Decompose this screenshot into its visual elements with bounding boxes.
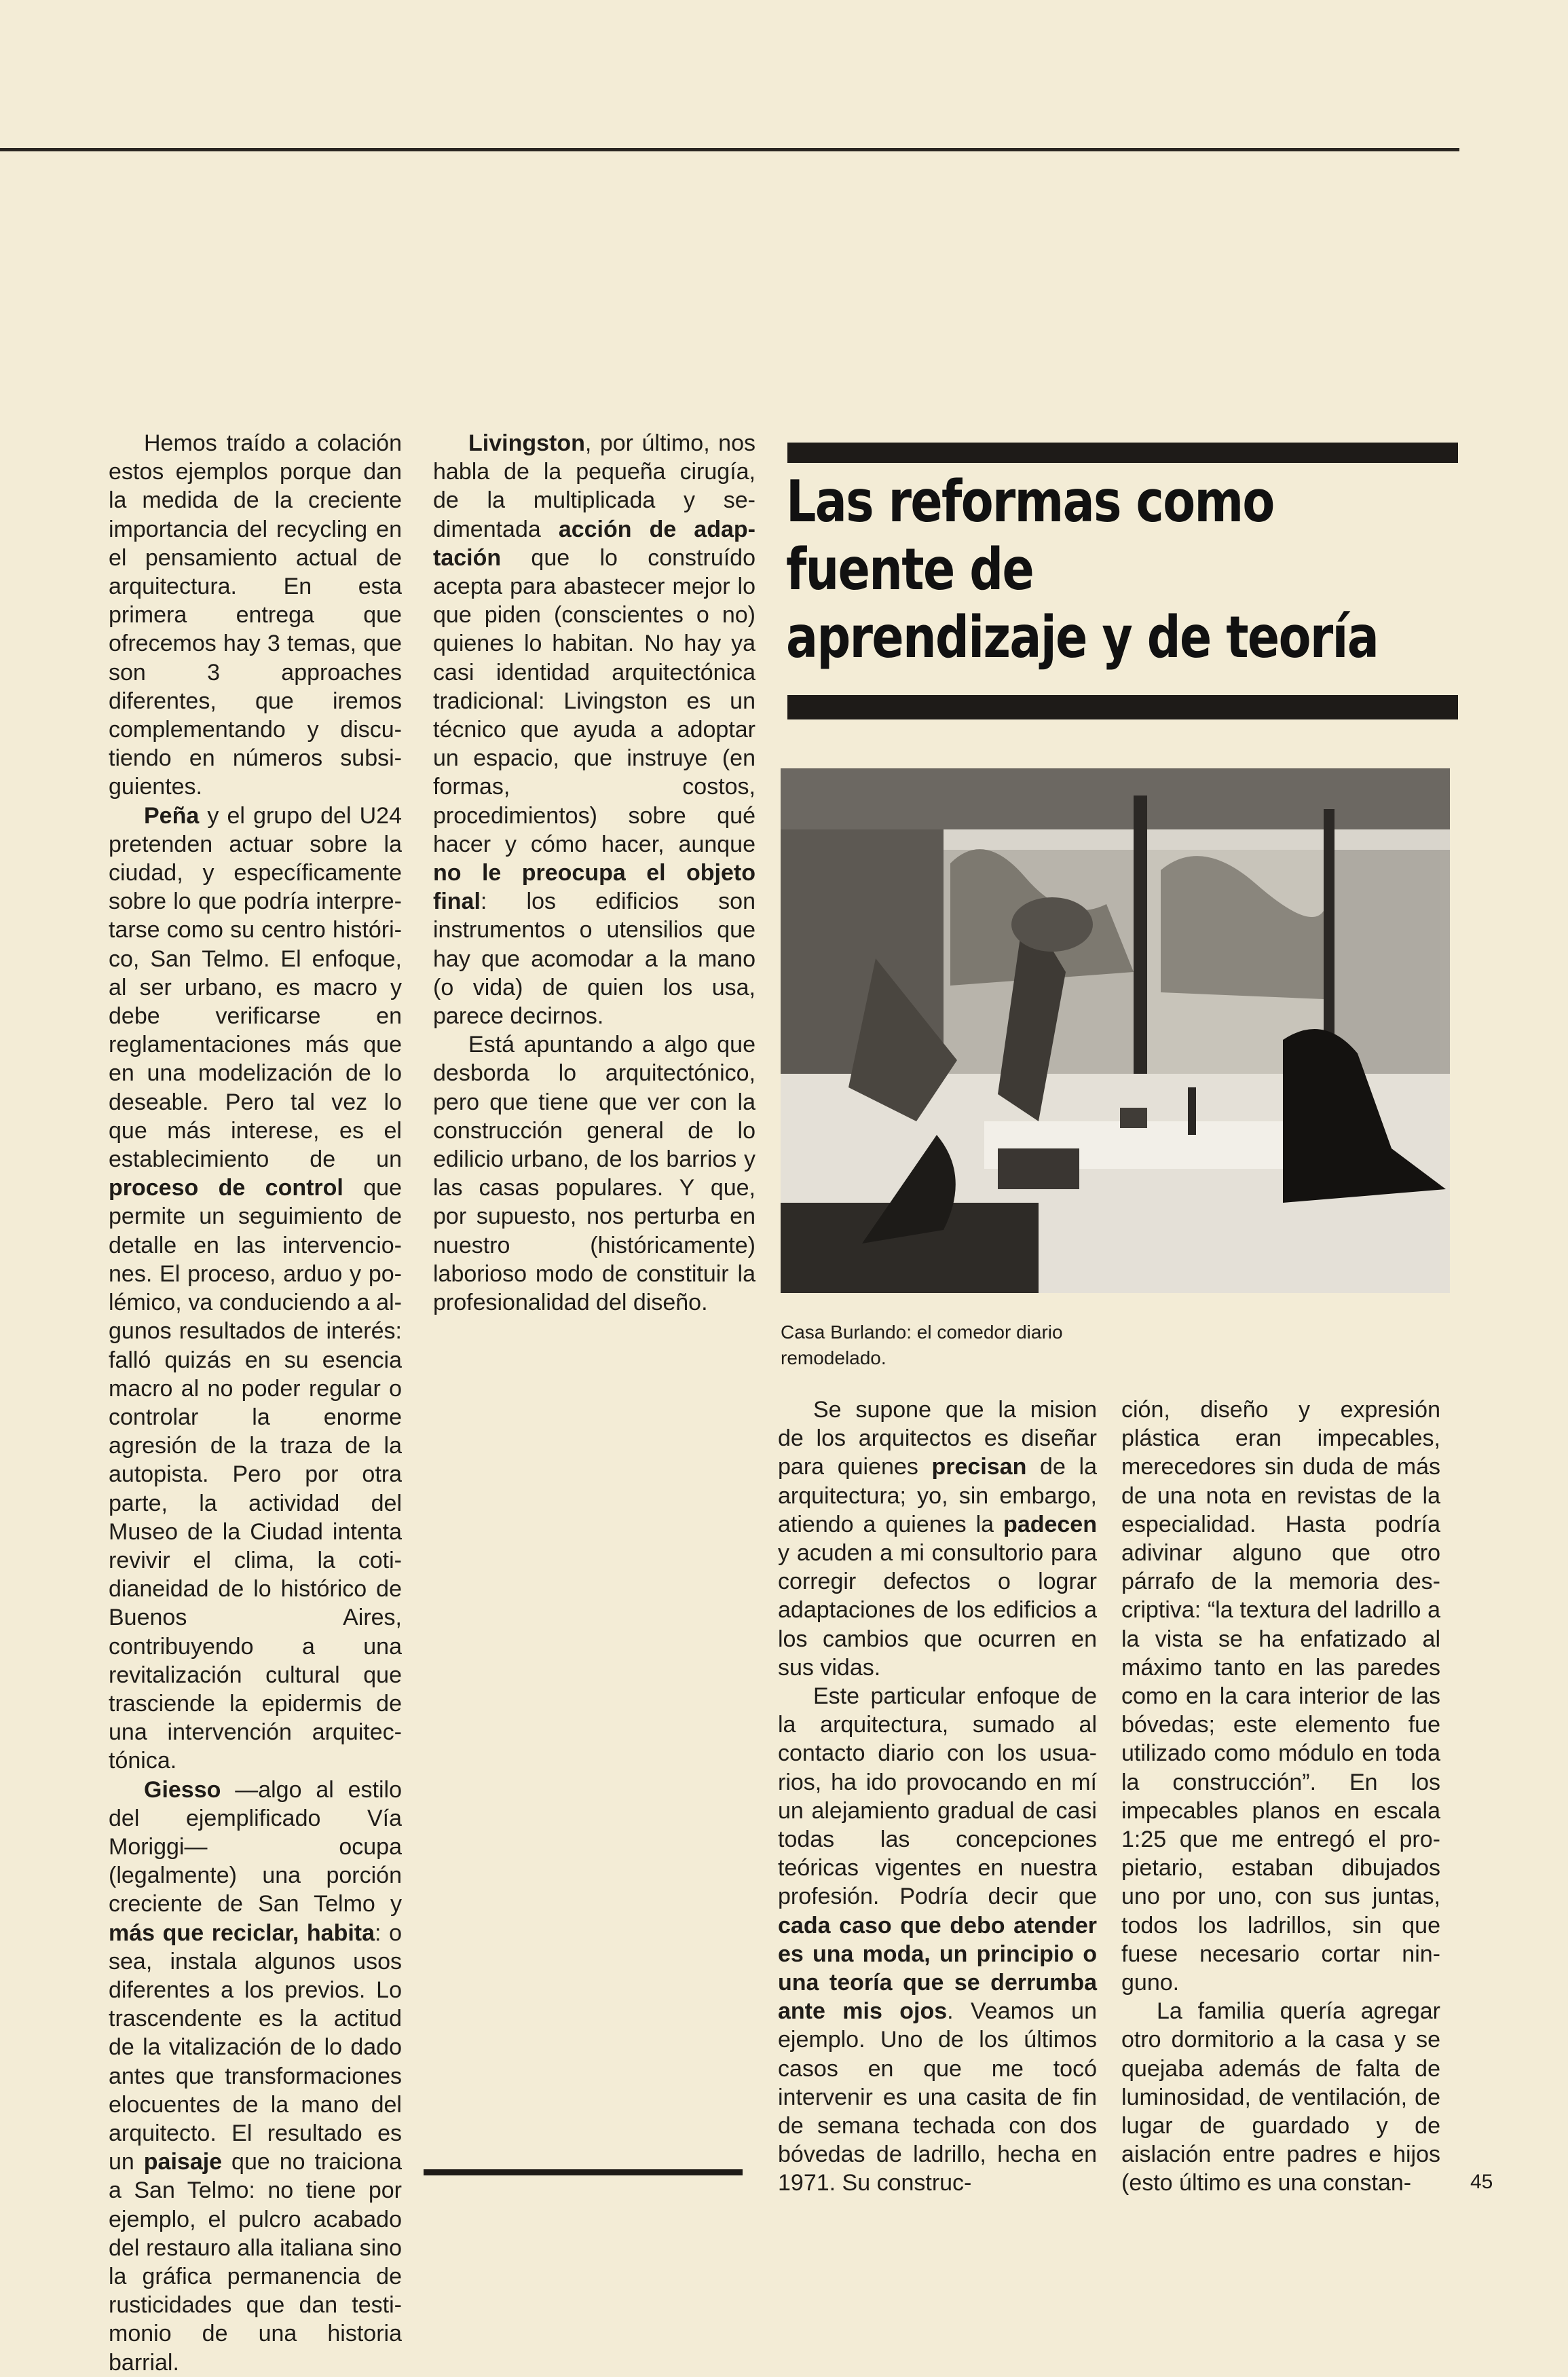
col4-paragraph-1: ción, diseño y expresión plástica eran impecables, merecedores sin duda de más de una nota en revistas de la especialidad. Hasta podría adivinar alguno que otro párrafo de la memoria descriptiva: “la textura del ladrillo a la vista se ha enfatizado al máximo tanto en las paredes como en la cara interior de las bóvedas; este elemento fue utilizado como módulo en toda la construcción”. En los impecables planos en escala 1:25 que me entregó el propietario, estaban dibujados uno por uno, con sus juntas, todos los ladrillos, sin que fuese necesario cortar ninguno.: [1121, 1397, 1440, 1996]
column-2: [433, 429, 755, 1317]
col3-paragraph-2: [778, 1682, 1097, 2198]
col1-p3-text-b: : o sea, instala algunos usos diferentes a los previos. Lo trascendente es la actitud de la vitalización de lo dado antes que transformaciones elocuentes de la mano del arquitecto. El resultado es un: [109, 1920, 402, 2175]
dining-room-photo: [781, 768, 1450, 1293]
photo-caption: Casa Burlando: el comedor diario remodelado.: [781, 1322, 1063, 1368]
col1-p3-text-c: que no traiciona a San Telmo: no tiene por ejemplo, el pulcro acabado del restauro alla italiana sino la gráfica permanencia de rusticidades que dan testimonio de una historia barrial.: [109, 2149, 403, 2376]
column-4: [1121, 1396, 1440, 2198]
headline-line-2: fuente de: [786, 536, 1034, 603]
col2-p1-text-b: que lo construído acepta para abastecer mejor lo que piden (conscientes o no) quienes lo habitan. No hay ya casi identidad arquitectónica tradicional: Livingston es un técnico que ayuda a adoptar un espacio, que instruye (en formas, costos, procedimientos) sobre qué hacer y cómo hacer, aunque: [433, 544, 755, 857]
headline-line-1: Las reformas como: [786, 468, 1274, 536]
bold-paisaje: paisaje: [143, 2149, 223, 2175]
bold-precisan: precisan: [931, 1454, 1027, 1480]
column-3: [778, 1396, 1097, 2198]
headline: [786, 468, 1379, 672]
col1-p2-text-a: y el grupo del U24 pretenden actuar sobre la ciudad, y específicamente sobre lo que podría interpretarse como su centro histórico, San Telmo. El enfoque, al ser urbano, es macro y debe verificarse en reglamentaciones más que en una modelización de lo deseable. Pero tal vez lo que más interese, es el establecimiento de un: [109, 802, 402, 1173]
col1-p3-text-a: —algo al estilo del ejemplificado Vía Moriggi— ocupa (legalmente) una porción creciente de San Telmo y: [109, 1776, 402, 1917]
page-number: 45: [1470, 2171, 1493, 2193]
column-1: [109, 429, 402, 2377]
col2-paragraph-2: Está apuntando a algo que desborda lo arquitectónico, pero que tiene que ver con la construcción general de lo edilicio urbano, de los barrios y las casas populares. Y que, por supuesto, nos perturba en nuestro (históricamente) laborioso modo de constituir la profesionalidad del diseño.: [433, 1032, 755, 1316]
col1-paragraph-2: [109, 802, 402, 1776]
col2-paragraph-1: [433, 429, 755, 1030]
bold-cada-caso: cada caso que debo atender es una moda, un principio o una teoría que se derrumba ante mis ojos: [778, 1912, 1097, 2025]
col3-p1-text-a: Se supone que la mision de los arquitectos es diseñar para quienes: [778, 1397, 1097, 1480]
bold-proceso-control: proceso de control: [109, 1175, 343, 1201]
bold-padecen: padecen: [1003, 1511, 1097, 1537]
headline-line-3: aprendizaje y de teoría: [786, 604, 1379, 671]
col2-p1-text-c: : los edificios son instrumentos o utensilios que hay que acomodar a la mano (o vida) de quien los usa, parece decirnos.: [433, 888, 755, 1030]
col1-paragraph-1: Hemos traído a colación estos ejemplos porque dan la medida de la creciente importancia del recycling en el pensamiento actual de arquitectura. En esta primera entrega que ofrecemos hay 3 temas, que son 3 approaches diferentes, que iremos complementando y discutiendo en números subsiguientes.: [109, 430, 402, 800]
col3-p1-text-b: de la arquitectura; yo, sin embargo, atiendo a quienes la: [778, 1454, 1097, 1537]
col1-p2-text-b: que permite un seguimiento de detalle en las intervenciones. El proceso, arduo y polémico, va conduciendo a algunos resultados de interés: falló quizás en su esencia macro al no poder regular o controlar la enorme agresión de la traza de la autopista. Pero por otra parte, la actividad del Museo de la Ciudad intenta revivir el clima, la cotidianeidad de lo histórico de Buenos Aires, contribuyendo a una revitalización cultural que trasciende la epidermis de una intervención arquitectónica.: [109, 1175, 402, 1774]
name-giesso: Giesso: [144, 1776, 221, 1803]
top-rule: [0, 148, 1459, 151]
column-2-end-rule: [424, 2169, 743, 2175]
col2-p1-text-a: , por último, nos habla de la pequeña cirugía, de la multiplicada y sedimentada: [433, 430, 755, 542]
headline-bottom-bar: [787, 695, 1458, 719]
col3-p2-text-a: Este particular enfoque de la arquitectura, sumado al contacto diario con los usuarios, ha ido provocando en mí un alejamiento gradual de casi todas las concepciones teóricas vigentes en nuestra profesión. Podría decir que: [778, 1683, 1097, 1910]
col3-paragraph-1: [778, 1396, 1097, 1682]
bold-objeto-final: no le preocupa el objeto final: [433, 860, 755, 915]
col3-p1-text-c: y acuden a mi consultorio para corregir defectos o lograr adaptaciones de los edificios a los cambios que ocurren en sus vidas.: [778, 1540, 1097, 1681]
bold-reciclar-habita: más que reciclar, habita: [109, 1920, 375, 1946]
headline-top-bar: [787, 443, 1458, 463]
name-livingston: Livingston: [468, 430, 585, 456]
col4-paragraph-2: La familia quería agregar otro dormitorio a la casa y se quejaba además de falta de luminosidad, de ventilación, de lugar de guardado y de aislación entre padres e hijos (esto último es una constan-: [1121, 1998, 1440, 2196]
col1-paragraph-3: [109, 1776, 402, 2377]
col3-p2-text-b: . Veamos un ejemplo. Uno de los últimos casos en que me tocó intervenir es una casita de fin de semana techada con dos bóvedas de ladrillo, hecha en 1971. Su construc-: [778, 1998, 1098, 2196]
bold-accion-adaptacion: acción de adaptación: [433, 516, 755, 571]
name-pena: Peña: [144, 802, 200, 829]
